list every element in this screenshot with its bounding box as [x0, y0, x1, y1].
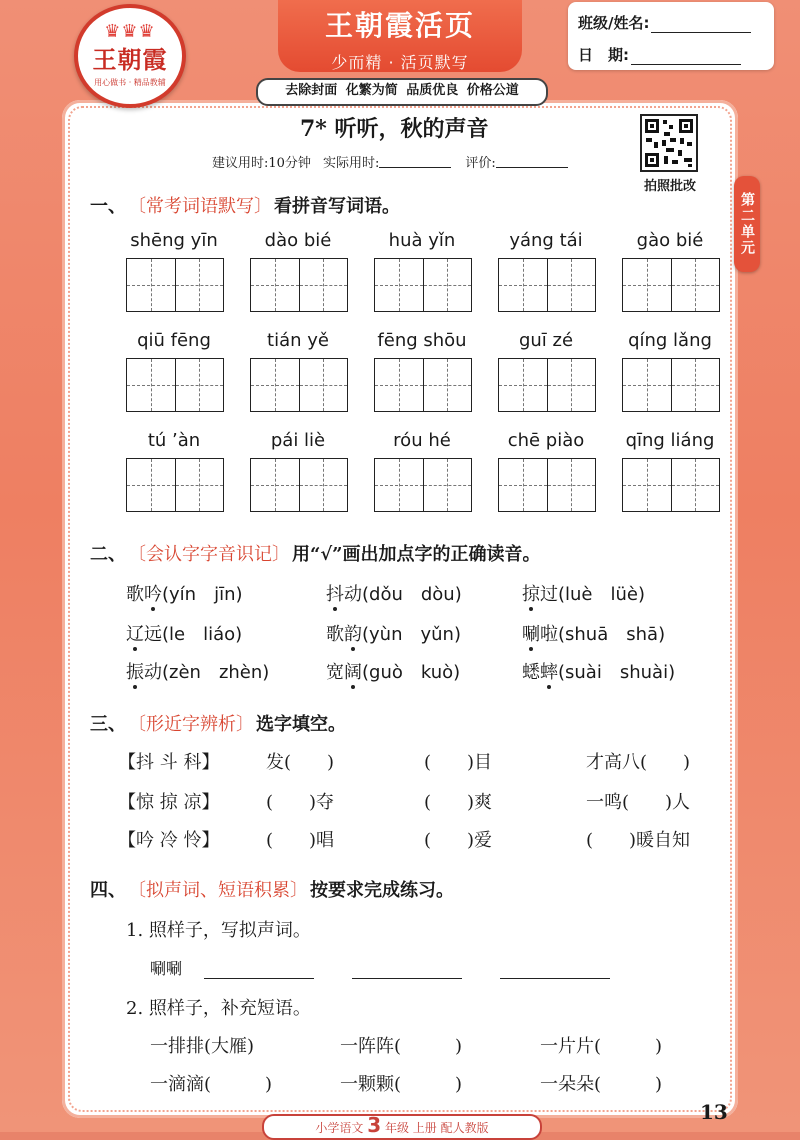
pinyin-options[interactable]: (guò kuò): [362, 662, 461, 683]
char-text: 动: [144, 662, 162, 683]
char-text: 啦: [540, 624, 558, 645]
section-2-tag: 〔会认字字音识记〕: [128, 544, 290, 565]
pinyin-label: yáng tái: [509, 230, 583, 251]
pronunciation-item: [126, 580, 243, 606]
grid-cell[interactable]: [176, 259, 224, 311]
dotted-char: 阔: [344, 662, 362, 683]
pinyin-options[interactable]: (dǒu dòu): [362, 584, 462, 605]
pinyin-options[interactable]: (luè lüè): [558, 584, 646, 605]
grid-cell[interactable]: [176, 459, 224, 511]
pronunciation-item: [326, 580, 462, 606]
grid-cell[interactable]: [499, 359, 548, 411]
dotted-char: 抖: [326, 584, 344, 605]
crown-icon: ♛♛♛: [104, 21, 156, 42]
grid-cell[interactable]: [672, 359, 720, 411]
dotted-char: 振: [126, 662, 144, 683]
section-2-instruction: 用“√”画出加点字的正确读音。: [292, 544, 541, 565]
date-field[interactable]: [631, 48, 741, 65]
q1-blank-3[interactable]: [500, 960, 610, 979]
fill-blank-a[interactable]: ( )夺: [266, 792, 335, 813]
pinyin-label: qíng lǎng: [628, 330, 712, 351]
char-options: 【惊 掠 凉】: [118, 792, 220, 813]
q2-prompt: 2. 照样子，补充短语。: [126, 998, 311, 1019]
pinyin-label: guī zé: [518, 330, 574, 351]
writing-grid[interactable]: [126, 358, 224, 412]
char-text: 蟋: [522, 662, 540, 683]
grid-cell[interactable]: [251, 359, 300, 411]
pinyin-options[interactable]: (le liáo): [162, 624, 243, 645]
pronunciation-item: [326, 658, 460, 684]
grid-cell[interactable]: [672, 259, 720, 311]
fill-blank-b[interactable]: ( )目: [424, 752, 493, 773]
grid-cell[interactable]: [127, 359, 176, 411]
char-text: 远: [144, 624, 162, 645]
pronunciation-item: [326, 620, 461, 646]
grid-cell[interactable]: [499, 259, 548, 311]
writing-grid[interactable]: [374, 458, 472, 512]
features-banner: 去除封面 化繁为简 品质优良 价格公道: [256, 78, 548, 106]
phrase-item: 一排排(大雁): [150, 1036, 255, 1057]
char-text: 动: [344, 584, 362, 605]
pronunciation-item: [126, 658, 269, 684]
dotted-char: 蟀: [540, 662, 558, 683]
grid-cell[interactable]: [424, 259, 472, 311]
writing-grid[interactable]: [250, 258, 348, 312]
grid-cell[interactable]: [548, 259, 596, 311]
writing-grid[interactable]: [126, 258, 224, 312]
dotted-char: 辽: [126, 624, 144, 645]
pronunciation-item: [522, 658, 675, 684]
section-1-number: 一、: [90, 196, 126, 217]
section-2-heading: [90, 540, 541, 566]
pinyin-label: chē piào: [507, 430, 585, 451]
section-4-tag: 〔拟声词、短语积累〕: [128, 880, 308, 901]
writing-grid[interactable]: [374, 358, 472, 412]
q1-prompt: 1. 照样子，写拟声词。: [126, 920, 311, 941]
phrase-item[interactable]: 一阵阵( ): [340, 1036, 463, 1057]
writing-grid[interactable]: [498, 358, 596, 412]
phrase-item[interactable]: 一滴滴( ): [150, 1074, 273, 1095]
pinyin-label: pái liè: [270, 430, 326, 451]
section-3-heading: [90, 710, 346, 736]
section-1-tag: 〔常考词语默写〕: [128, 196, 272, 217]
char-text: 歌: [126, 584, 144, 605]
grid-cell[interactable]: [424, 459, 472, 511]
grid-cell[interactable]: [548, 459, 596, 511]
writing-grid[interactable]: [126, 458, 224, 512]
pinyin-label: tián yě: [267, 330, 329, 351]
eval-field[interactable]: [496, 152, 568, 168]
writing-grid[interactable]: [498, 458, 596, 512]
fill-blank-b[interactable]: ( )爱: [424, 830, 493, 851]
dotted-char: 唰: [522, 624, 540, 645]
fill-blank-c[interactable]: 一鸣( )人: [586, 792, 691, 813]
phrase-item[interactable]: 一朵朵( ): [540, 1074, 663, 1095]
grid-cell[interactable]: [548, 359, 596, 411]
lesson-subinfo: [212, 152, 568, 171]
dotted-char: 掠: [522, 584, 540, 605]
grid-cell[interactable]: [251, 259, 300, 311]
section-1-instruction: 看拼音写词语。: [274, 196, 400, 217]
actual-time-field[interactable]: [379, 152, 451, 168]
grid-cell[interactable]: [424, 359, 472, 411]
q1-blank-2[interactable]: [352, 960, 462, 979]
pinyin-label: shēng yīn: [130, 230, 218, 251]
grid-cell[interactable]: [127, 259, 176, 311]
grid-cell[interactable]: [672, 459, 720, 511]
class-name-label: 班级/姓名:: [578, 14, 650, 32]
char-text: 歌: [326, 624, 344, 645]
pinyin-label: róu hé: [393, 430, 451, 451]
qr-label: 拍照批改: [643, 179, 696, 194]
section-2-number: 二、: [90, 544, 126, 565]
writing-grid[interactable]: [250, 358, 348, 412]
grid-cell[interactable]: [623, 459, 672, 511]
qr-code-icon[interactable]: [640, 114, 698, 172]
grid-cell[interactable]: [300, 359, 348, 411]
grid-cell[interactable]: [176, 359, 224, 411]
grid-cell[interactable]: [375, 259, 424, 311]
writing-grid[interactable]: [374, 258, 472, 312]
pinyin-options[interactable]: (yín jīn): [162, 584, 243, 605]
lesson-title: 7* 听听，秋的声音: [300, 116, 489, 142]
pinyin-options[interactable]: (yùn yǔn): [362, 624, 461, 645]
grid-cell[interactable]: [375, 459, 424, 511]
char-options: 【抖 斗 科】: [118, 752, 220, 773]
pinyin-options[interactable]: (zèn zhèn): [162, 662, 270, 683]
fill-blank-a[interactable]: ( )唱: [266, 830, 335, 851]
publisher-logo: [74, 4, 186, 108]
actual-time-label: 实际用时:: [322, 156, 380, 171]
writing-grid[interactable]: [622, 458, 720, 512]
dotted-char: 吟: [144, 584, 162, 605]
pronunciation-item: [522, 580, 645, 606]
class-name-field[interactable]: [651, 16, 751, 33]
brand-title: 王朝霞活页: [324, 9, 475, 42]
grid-cell[interactable]: [375, 359, 424, 411]
footer-subject: 小学语文: [315, 1121, 364, 1135]
pinyin-label: fēng shōu: [377, 330, 467, 351]
pinyin-label: qiū fēng: [137, 330, 211, 351]
section-4-number: 四、: [90, 880, 126, 901]
brand-banner: [278, 0, 522, 72]
eval-label: 评价:: [465, 156, 496, 171]
writing-grid[interactable]: [250, 458, 348, 512]
phrase-item[interactable]: 一颗颗( ): [340, 1074, 463, 1095]
student-info-card: [568, 2, 774, 70]
section-3-tag: 〔形近字辨析〕: [128, 714, 254, 735]
fill-blank-c[interactable]: ( )暖自知: [586, 830, 691, 851]
pinyin-label: huà yǐn: [388, 230, 456, 251]
fill-blank-b[interactable]: ( )爽: [424, 792, 493, 813]
grid-cell[interactable]: [623, 359, 672, 411]
writing-grid[interactable]: [622, 358, 720, 412]
char-text: 宽: [326, 662, 344, 683]
pinyin-label: qīng liáng: [625, 430, 715, 451]
section-3-number: 三、: [90, 714, 126, 735]
pinyin-options[interactable]: (suài shuài): [558, 662, 676, 683]
unit-side-tab: 第二单元: [734, 176, 760, 272]
footer-edition: 年级 上册 配人教版: [384, 1121, 489, 1135]
date-row: [578, 44, 741, 65]
grid-cell[interactable]: [127, 459, 176, 511]
brand-subtitle: 少而精 · 活页默写: [331, 53, 469, 72]
pronunciation-item: [126, 620, 242, 646]
grid-cell[interactable]: [251, 459, 300, 511]
footer-banner: [262, 1114, 542, 1140]
writing-grid[interactable]: [498, 258, 596, 312]
q1-example: 唰唰: [150, 959, 183, 978]
footer-grade: 3: [367, 1113, 382, 1137]
pinyin-label: tú ’àn: [147, 430, 201, 451]
dotted-char: 韵: [344, 624, 362, 645]
section-4-instruction: 按要求完成练习。: [310, 880, 454, 901]
writing-grid[interactable]: [622, 258, 720, 312]
suggested-time: 建议用时:10分钟: [212, 156, 311, 171]
logo-slogan: 用心做书 · 精品教辅: [94, 78, 166, 87]
q1-answer-row: [150, 956, 610, 979]
section-3-instruction: 选字填空。: [256, 714, 346, 735]
char-text: 过: [540, 584, 558, 605]
pronunciation-item: [522, 620, 665, 646]
page-number: 13: [700, 1100, 728, 1124]
fill-blank-c[interactable]: 才高八( ): [586, 752, 691, 773]
pinyin-options[interactable]: (shuā shā): [558, 624, 666, 645]
phrase-item[interactable]: 一片片( ): [540, 1036, 663, 1057]
class-name-row: [578, 12, 751, 33]
section-1-heading: [90, 192, 400, 218]
grid-cell[interactable]: [623, 259, 672, 311]
q1-blank-1[interactable]: [204, 960, 314, 979]
fill-blank-a[interactable]: 发( ): [266, 752, 335, 773]
grid-cell[interactable]: [300, 459, 348, 511]
char-options: 【吟 冷 怜】: [118, 830, 220, 851]
pinyin-label: gào bié: [636, 230, 704, 251]
grid-cell[interactable]: [300, 259, 348, 311]
pinyin-label: dào bié: [264, 230, 332, 251]
grid-cell[interactable]: [499, 459, 548, 511]
date-label: 日 期:: [578, 46, 629, 64]
section-4-heading: [90, 876, 454, 902]
logo-name: 王朝霞: [92, 45, 168, 74]
